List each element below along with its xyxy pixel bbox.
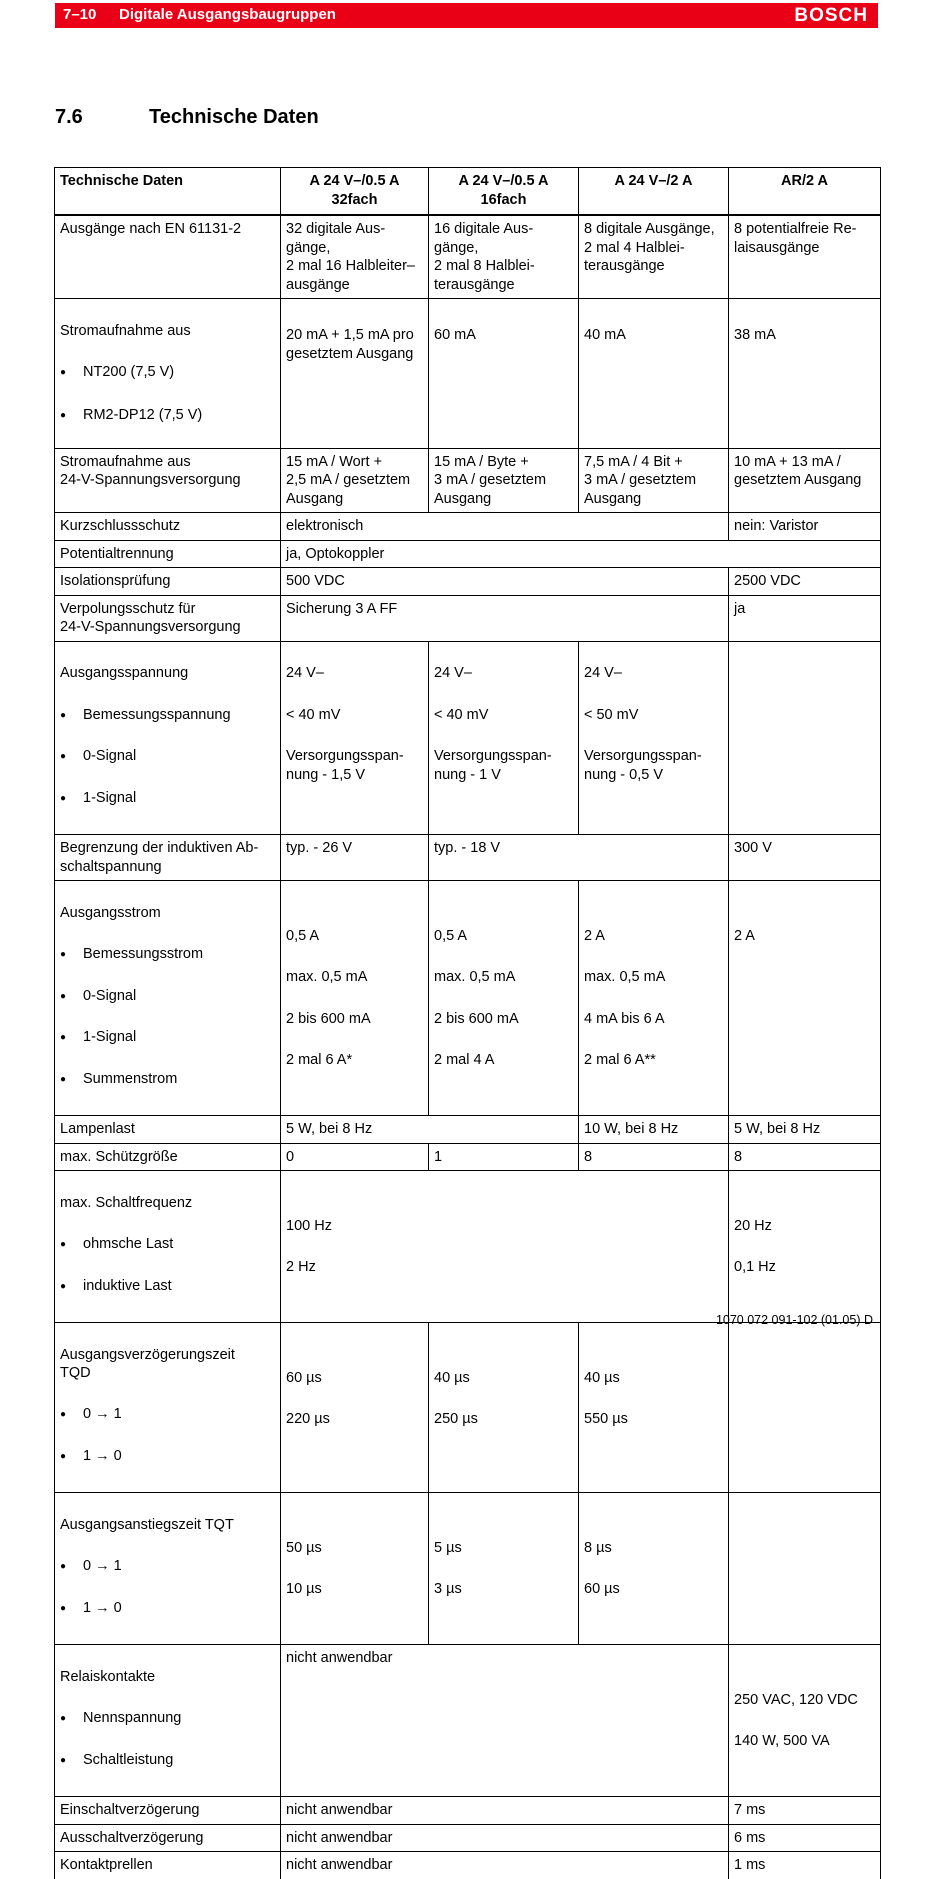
cell-text: Versorgungsspan- nung - 1 V: [434, 748, 552, 783]
chapter-title: Digitale Ausgangsbaugruppen: [119, 6, 336, 23]
row-label: [55, 1323, 281, 1493]
table-cell: [281, 1323, 429, 1493]
cell-text: 2 mal 6 A**: [584, 1052, 656, 1068]
table-cell: nicht anwendbar: [281, 1645, 729, 1797]
cell-text: max. 0,5 mA: [286, 969, 368, 985]
cell-text: 2 A: [734, 927, 755, 944]
table-cell: [281, 881, 429, 1116]
table-cell: 8 potentialfreie Re- laisausgänge: [729, 215, 881, 299]
bullet-item: ● Bemessungsstrom: [60, 945, 275, 968]
table-row: [55, 1824, 881, 1852]
table-cell: [281, 1171, 729, 1323]
bullet-item: ● NT200 (7,5 V): [60, 363, 275, 383]
row-label-text: Stromaufnahme aus: [60, 322, 191, 339]
header-cell: Technische Daten: [55, 168, 281, 216]
cell-text: 8 µs: [584, 1539, 612, 1556]
table-row: [55, 1143, 881, 1171]
table-cell: 8: [579, 1143, 729, 1171]
bullet-item: ● 0 → 1: [60, 1405, 275, 1428]
cell-text: < 40 mV: [434, 706, 489, 723]
cell-text: 24 V–: [434, 665, 472, 681]
table-row: [55, 1323, 881, 1493]
table-cell: 7 ms: [729, 1797, 881, 1825]
table-cell: [579, 299, 729, 449]
cell-text: 24 V–: [286, 665, 324, 681]
row-label: [55, 641, 281, 835]
bullet-item: ● Bemessungsspannung: [60, 706, 275, 729]
cell-text: Versorgungsspan- nung - 0,5 V: [584, 748, 702, 783]
technical-data-table: [54, 167, 881, 1879]
cell-text: 38 mA: [734, 327, 776, 343]
cell-text: 3 µs: [434, 1581, 462, 1597]
cell-text: 140 W, 500 VA: [734, 1733, 830, 1749]
section-title: Technische Daten: [149, 106, 319, 128]
table-cell: [281, 299, 429, 449]
table-cell: [729, 1645, 881, 1797]
cell-text: 60 µs: [286, 1369, 322, 1386]
cell-text: 5 µs: [434, 1539, 462, 1556]
table-cell: [429, 641, 579, 835]
table-cell: 5 W, bei 8 Hz: [281, 1116, 579, 1144]
table-row: [55, 1171, 881, 1323]
cell-text: 0,5 A: [286, 927, 320, 944]
table-cell: 6 ms: [729, 1824, 881, 1852]
row-label: Verpolungsschutz für 24-V-Spannungsversorgung: [55, 595, 281, 641]
row-label: Kurzschlussschutz: [55, 513, 281, 541]
table-cell: 500 VDC: [281, 568, 729, 596]
table-cell: Sicherung 3 A FF: [281, 595, 729, 641]
table-cell: [281, 1493, 429, 1645]
cell-text: 20 Hz: [734, 1217, 772, 1234]
cell-text: 60 mA: [434, 327, 476, 343]
table-cell: 8 digitale Ausgänge, 2 mal 4 Halblei- terausgänge: [579, 215, 729, 299]
table-cell: [429, 881, 579, 1116]
table-header-row: [55, 168, 881, 216]
table-cell: [579, 641, 729, 835]
table-row: [55, 1493, 881, 1645]
row-label: [55, 1645, 281, 1797]
table-cell: [729, 641, 881, 835]
table-cell: ja: [729, 595, 881, 641]
table-row: [55, 299, 881, 449]
cell-text: 2 mal 6 A*: [286, 1052, 353, 1068]
table-cell: 32 digitale Aus- gänge, 2 mal 16 Halbleiter– ausgänge: [281, 215, 429, 299]
bullet-item: ● ohmsche Last: [60, 1235, 275, 1258]
table-cell: nicht anwendbar: [281, 1824, 729, 1852]
row-label: [55, 1493, 281, 1645]
table-cell: nicht anwendbar: [281, 1852, 729, 1879]
cell-text: 250 µs: [434, 1411, 478, 1427]
row-label-text: Ausgangsverzögerungszeit TQD: [60, 1346, 235, 1381]
table-row: [55, 1797, 881, 1825]
table-cell: elektronisch: [281, 513, 729, 541]
table-row: [55, 448, 881, 513]
table-cell: [281, 641, 429, 835]
row-label: Lampenlast: [55, 1116, 281, 1144]
cell-text: 20 mA + 1,5 mA pro gesetztem Ausgang: [286, 327, 414, 362]
bullet-item: ● 0 → 1: [60, 1557, 275, 1580]
row-label: [55, 1171, 281, 1323]
table-cell: [579, 1323, 729, 1493]
table-cell: 16 digitale Aus- gänge, 2 mal 8 Halblei- terausgänge: [429, 215, 579, 299]
table-cell: 1: [429, 1143, 579, 1171]
header-cell: A 24 V–/2 A: [579, 168, 729, 216]
header-cell: A 24 V–/0.5 A 32fach: [281, 168, 429, 216]
table-cell: 2500 VDC: [729, 568, 881, 596]
header-bar: [55, 3, 878, 28]
table-row: [55, 568, 881, 596]
table-cell: 15 mA / Byte + 3 mA / gesetztem Ausgang: [429, 448, 579, 513]
cell-text: 2 bis 600 mA: [286, 1010, 371, 1027]
cell-text: 2 A: [584, 927, 605, 944]
table-row: [55, 595, 881, 641]
row-label-text: max. Schaltfrequenz: [60, 1194, 193, 1211]
table-cell: [579, 881, 729, 1116]
bullet-item: ● 1-Signal: [60, 789, 275, 812]
cell-text: max. 0,5 mA: [434, 969, 516, 985]
row-label: [55, 881, 281, 1116]
header-cell: A 24 V–/0.5 A 16fach: [429, 168, 579, 216]
row-label: [55, 299, 281, 449]
cell-text: 220 µs: [286, 1411, 330, 1427]
table-row: [55, 835, 881, 881]
bullet-item: ● 1-Signal: [60, 1028, 275, 1051]
table-cell: [729, 1493, 881, 1645]
bullet-item: ● RM2-DP12 (7,5 V): [60, 406, 275, 426]
row-label: Isolationsprüfung: [55, 568, 281, 596]
cell-text: 2 mal 4 A: [434, 1052, 495, 1068]
table-cell: [579, 1493, 729, 1645]
table-row: [55, 513, 881, 541]
bullet-item: ● Nennspannung: [60, 1709, 275, 1732]
section-number: 7.6: [55, 106, 83, 128]
table-cell: 10 W, bei 8 Hz: [579, 1116, 729, 1144]
header-cell: AR/2 A: [729, 168, 881, 216]
document-number: 1070 072 091-102 (01.05) D: [715, 1313, 873, 1327]
table-cell: 5 W, bei 8 Hz: [729, 1116, 881, 1144]
row-label: Ausgänge nach EN 61131-2: [55, 215, 281, 299]
cell-text: Versorgungsspan- nung - 1,5 V: [286, 748, 404, 783]
table-cell: [429, 1493, 579, 1645]
cell-text: 10 µs: [286, 1581, 322, 1597]
table-row: [55, 641, 881, 835]
bullet-item: ● induktive Last: [60, 1277, 275, 1300]
cell-text: 40 µs: [584, 1369, 620, 1386]
row-label: Kontaktprellen: [55, 1852, 281, 1879]
cell-text: 100 Hz: [286, 1217, 332, 1234]
row-label: max. Schützgröße: [55, 1143, 281, 1171]
cell-text: max. 0,5 mA: [584, 969, 666, 985]
table-row: [55, 1645, 881, 1797]
table-cell: ja, Optokoppler: [281, 540, 881, 568]
cell-text: 0,1 Hz: [734, 1259, 776, 1275]
table-cell: [729, 1323, 881, 1493]
cell-text: 24 V–: [584, 665, 622, 681]
table-cell: 15 mA / Wort + 2,5 mA / gesetztem Ausgang: [281, 448, 429, 513]
bullet-item: ● 0-Signal: [60, 747, 275, 770]
row-label: Einschaltverzögerung: [55, 1797, 281, 1825]
table-cell: 8: [729, 1143, 881, 1171]
table-cell: [729, 881, 881, 1116]
row-label: Ausschaltverzögerung: [55, 1824, 281, 1852]
table-cell: [729, 1171, 881, 1323]
table-cell: [429, 1323, 579, 1493]
table-row: [55, 881, 881, 1116]
row-label-text: Relaiskontakte: [60, 1668, 156, 1685]
table-cell: nein: Varistor: [729, 513, 881, 541]
bullet-item: ● 0-Signal: [60, 987, 275, 1010]
cell-text: < 50 mV: [584, 706, 639, 723]
cell-text: 40 mA: [584, 327, 626, 343]
table-cell: typ. - 26 V: [281, 835, 429, 881]
cell-text: 40 µs: [434, 1369, 470, 1386]
table-cell: 7,5 mA / 4 Bit + 3 mA / gesetztem Ausgang: [579, 448, 729, 513]
table-cell: 0: [281, 1143, 429, 1171]
cell-text: 60 µs: [584, 1581, 620, 1597]
brand-logo: BOSCH: [794, 5, 868, 26]
table-row: [55, 215, 881, 299]
cell-text: 50 µs: [286, 1539, 322, 1556]
bullet-item: ● 1 → 0: [60, 1447, 275, 1470]
bullet-item: ● Schaltleistung: [60, 1751, 275, 1774]
cell-text: 550 µs: [584, 1411, 628, 1427]
table-cell: 300 V: [729, 835, 881, 881]
cell-text: 2 Hz: [286, 1259, 316, 1275]
row-label-text: Ausgangsspannung: [60, 665, 189, 681]
table-cell: [429, 299, 579, 449]
table-row: [55, 1116, 881, 1144]
table-cell: 10 mA + 13 mA / gesetztem Ausgang: [729, 448, 881, 513]
bullet-item: ● 1 → 0: [60, 1599, 275, 1622]
table-cell: nicht anwendbar: [281, 1797, 729, 1825]
cell-text: < 40 mV: [286, 706, 341, 723]
row-label-text: Ausgangsstrom: [60, 904, 161, 921]
table-cell: [729, 299, 881, 449]
bullet-item: ● Summenstrom: [60, 1070, 275, 1093]
page-number: 7–10: [63, 6, 97, 23]
cell-text: 0,5 A: [434, 927, 468, 944]
table-row: [55, 540, 881, 568]
row-label-text: Ausgangsanstiegszeit TQT: [60, 1516, 234, 1533]
section-heading: [55, 106, 319, 129]
row-label: Begrenzung der induktiven Ab- schaltspannung: [55, 835, 281, 881]
row-label: Potentialtrennung: [55, 540, 281, 568]
row-label: Stromaufnahme aus 24-V-Spannungsversorgung: [55, 448, 281, 513]
cell-text: 250 VAC, 120 VDC: [734, 1691, 858, 1708]
cell-text: 4 mA bis 6 A: [584, 1010, 665, 1027]
cell-text: 2 bis 600 mA: [434, 1010, 519, 1027]
table-cell: 1 ms: [729, 1852, 881, 1879]
table-cell: typ. - 18 V: [429, 835, 729, 881]
table-row: [55, 1852, 881, 1879]
